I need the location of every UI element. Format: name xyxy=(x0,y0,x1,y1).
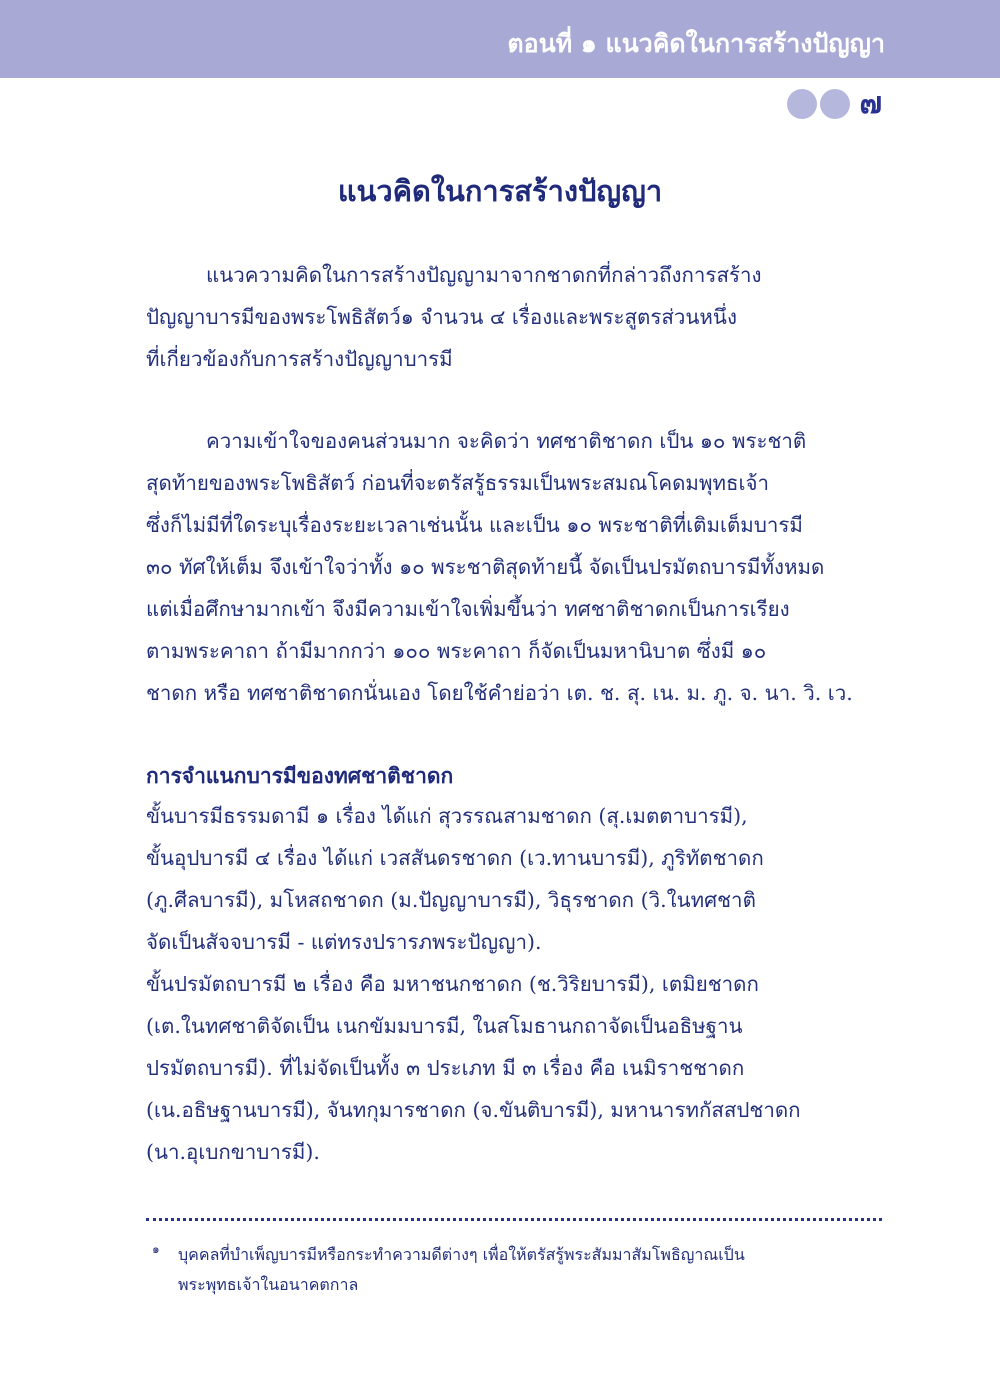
text-line: ชาดก หรือ ทศชาติชาดกนั่นเอง โดยใช้คำย่อว่า เต. ช. สุ. เน. ม. ภู. จ. นา. วิ. เว. xyxy=(146,681,853,705)
text-line: แต่เมื่อศึกษามากเข้า จึงมีความเข้าใจเพิ่มขึ้นว่า ทศชาติชาดกเป็นการเรียง xyxy=(146,597,790,621)
footnote xyxy=(146,1240,882,1300)
footnote-divider xyxy=(146,1218,882,1221)
text-line: ขั้นบารมีธรรมดามี ๑ เรื่อง ได้แก่ สุวรรณสามชาดก (สุ.เมตตาบารมี), xyxy=(146,804,748,828)
decorative-dot-icon xyxy=(820,89,850,119)
page-marker xyxy=(787,86,882,122)
page-number: ๗ xyxy=(859,86,882,121)
text-line: แนวความคิดในการสร้างปัญญามาจากชาดกที่กล่าวถึงการสร้าง xyxy=(206,263,762,287)
section-title: แนวคิดในการสร้างปัญญา xyxy=(337,174,663,208)
text-line: (นา.อุเบกขาบารมี). xyxy=(146,1140,320,1164)
footnote-line: พระพุทธเจ้าในอนาคตกาล xyxy=(178,1275,359,1294)
text-line: ปรมัตถบารมี). ที่ไม่จัดเป็นทั้ง ๓ ประเภท มี ๓ เรื่อง คือ เนมิราชชาดก xyxy=(146,1056,745,1080)
text-line: ขั้นอุปบารมี ๔ เรื่อง ได้แก่ เวสสันดรชาดก (เว.ทานบารมี), ภูริทัตชาดก xyxy=(146,846,764,870)
footnote-line: บุคคลที่บำเพ็ญบารมีหรือกระทำความดีต่างๆ เพื่อให้ตรัสรู้พระสัมมาสัมโพธิญาณเป็น xyxy=(178,1245,745,1264)
text-line: ปัญญาบารมีของพระโพธิสัตว์๑ จำนวน ๔ เรื่องและพระสูตรส่วนหนึ่ง xyxy=(146,305,737,329)
text-line: สุดท้ายของพระโพธิสัตว์ ก่อนที่จะตรัสรู้ธรรมเป็นพระสมณโคดมพุทธเจ้า xyxy=(146,471,770,495)
text-line: ความเข้าใจของคนส่วนมาก จะคิดว่า ทศชาติชาดก เป็น ๑๐ พระชาติ xyxy=(206,429,807,453)
text-line: (เน.อธิษฐานบารมี), จันทกุมารชาดก (จ.ขันติบารมี), มหานารทกัสสปชาดก xyxy=(146,1098,801,1122)
footnote-marker: ๑ xyxy=(152,1242,160,1256)
decorative-dot-icon xyxy=(787,89,817,119)
classification-heading: การจำแนกบารมีของทศชาติชาดก xyxy=(146,764,454,788)
classification-list xyxy=(146,795,882,1173)
text-line: ๓๐ ทัศให้เต็ม จึงเข้าใจว่าทั้ง ๑๐ พระชาติสุดท้ายนี้ จัดเป็นปรมัตถบารมีทั้งหมด xyxy=(146,555,825,579)
text-line: ที่เกี่ยวข้องกับการสร้างปัญญาบารมี xyxy=(146,347,453,371)
text-line: (ภู.ศีลบารมี), มโหสถชาดก (ม.ปัญญาบารมี), วิธุรชาดก (วิ.ในทศชาติ xyxy=(146,888,756,912)
body-paragraph xyxy=(146,420,882,714)
text-line: ซึ่งก็ไม่มีที่ใดระบุเรื่องระยะเวลาเช่นนั้น และเป็น ๑๐ พระชาติที่เติมเต็มบารมี xyxy=(146,513,803,537)
text-line: (เต.ในทศชาติจัดเป็น เนกขัมมบารมี, ในสโมธานกถาจัดเป็นอธิษฐาน xyxy=(146,1014,743,1038)
text-line: จัดเป็นสัจจบารมี - แต่ทรงปรารภพระปัญญา). xyxy=(146,930,542,954)
intro-paragraph xyxy=(146,254,882,380)
text-line: ตามพระคาถา ถ้ามีมากกว่า ๑๐๐ พระคาถา ก็จัดเป็นมหานิบาต ซึ่งมี ๑๐ xyxy=(146,639,767,663)
chapter-title: ตอนที่ ๑ แนวคิดในการสร้างปัญญา xyxy=(507,29,885,58)
text-line: ขั้นปรมัตถบารมี ๒ เรื่อง คือ มหาชนกชาดก (ช.วิริยบารมี), เตมิยชาดก xyxy=(146,972,759,996)
